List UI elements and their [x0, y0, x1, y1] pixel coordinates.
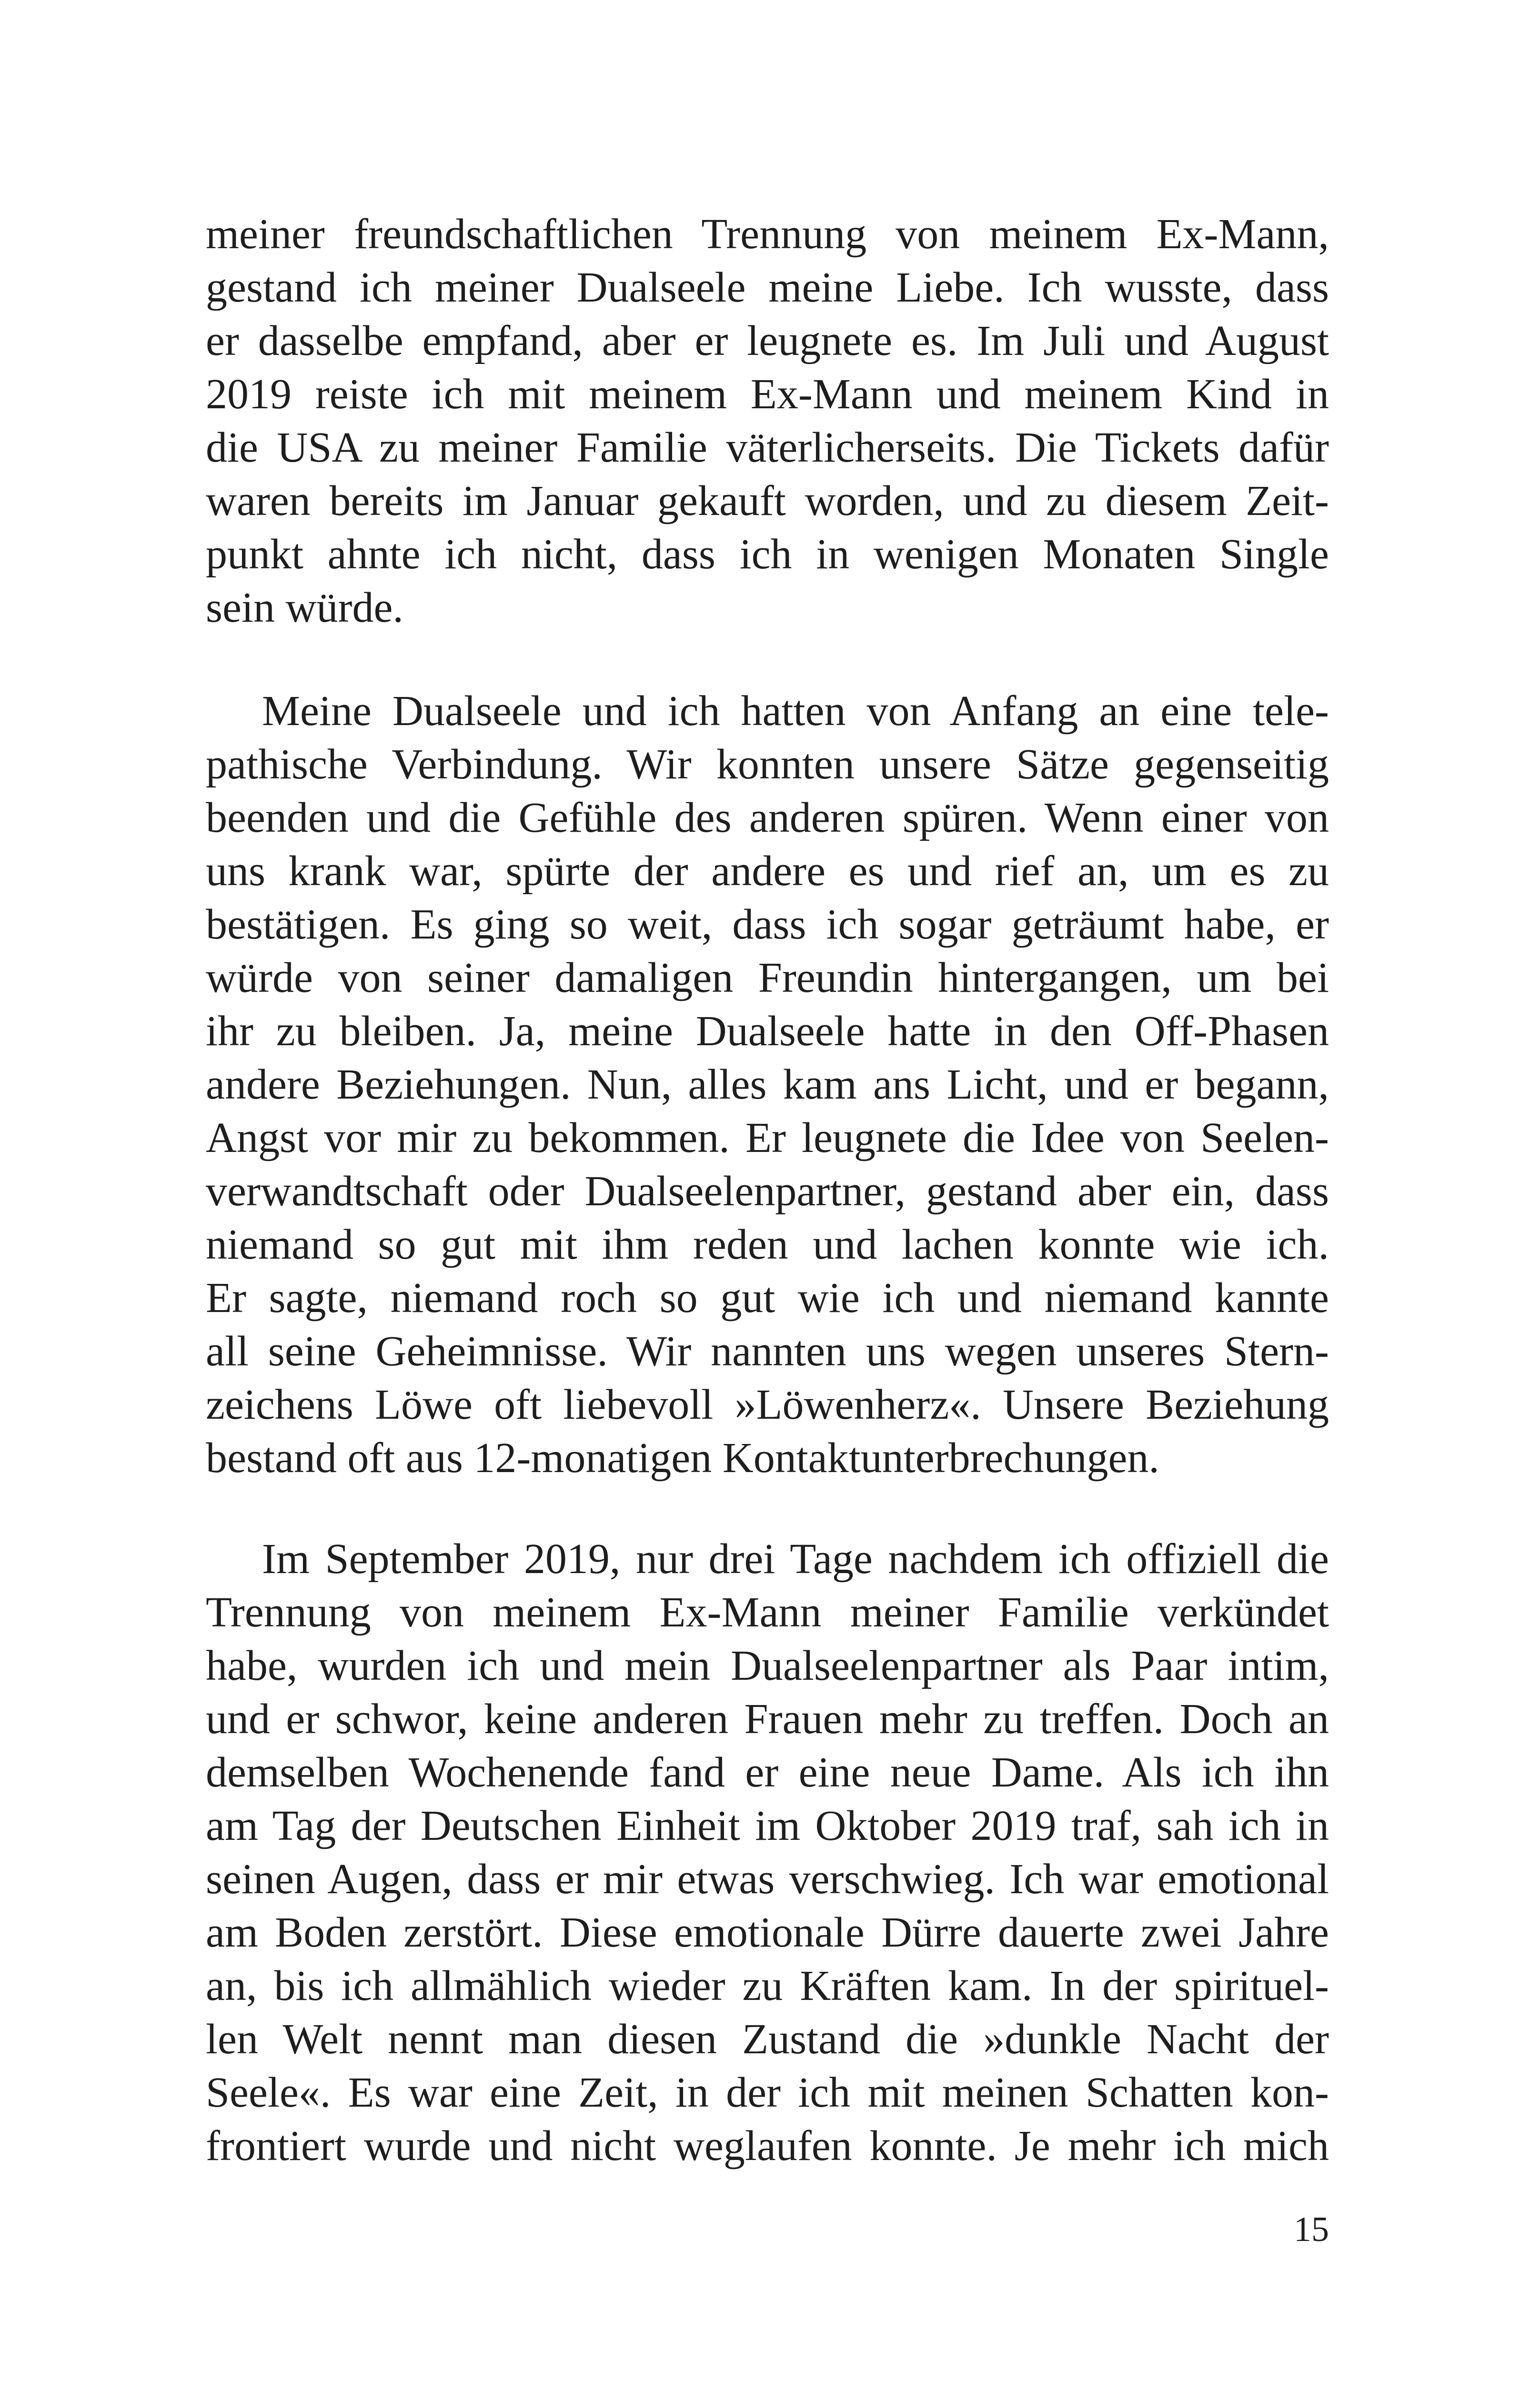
text-line: andere Beziehungen. Nun, alles kam ans Licht, und er begann, — [206, 1061, 1329, 1108]
text-line: demselben Wochenende fand er eine neue Dame. Als ich ihn — [206, 1749, 1329, 1796]
text-line: verwandtschaft oder Dualseelenpartner, gestand aber ein, dass — [206, 1168, 1329, 1215]
text-line: und er schwor, keine anderen Frauen mehr zu treffen. Doch an — [206, 1696, 1329, 1743]
text-line: habe, wurden ich und mein Dualseelenpartner als Paar intim, — [206, 1642, 1329, 1689]
text-line: gestand ich meiner Dualseele meine Liebe. Ich wusste, dass — [206, 264, 1329, 311]
text-line: Trennung von meinem Ex-Mann meiner Familie verkündet — [206, 1589, 1329, 1636]
paragraph-2 — [206, 685, 1329, 1485]
text-line: am Tag der Deutschen Einheit im Oktober 2019 traf, sah ich in — [206, 1802, 1329, 1849]
text-line: seinen Augen, dass er mir etwas verschwieg. Ich war emotional — [206, 1856, 1329, 1903]
text-line: beenden und die Gefühle des anderen spüren. Wenn einer von — [206, 794, 1329, 841]
text-line: 2019 reiste ich mit meinem Ex-Mann und meinem Kind in — [206, 371, 1329, 418]
text-line: würde von seiner damaligen Freundin hintergangen, um bei — [206, 954, 1329, 1001]
text-line: Seele«. Es war eine Zeit, in der ich mit meinen Schatten kon- — [206, 2069, 1329, 2116]
text-line: uns krank war, spürte der andere es und rief an, um es zu — [206, 848, 1329, 895]
text-line: Meine Dualseele und ich hatten von Anfang an eine tele- — [262, 687, 1329, 735]
text-line: Er sagte, niemand roch so gut wie ich und niemand kannte — [206, 1274, 1329, 1322]
text-line: er dasselbe empfand, aber er leugnete es. Im Juli und August — [206, 317, 1329, 364]
text-line: zeichens Löwe oft liebevoll »Löwenherz«. Unsere Beziehung — [206, 1381, 1329, 1428]
text-line: frontiert wurde und nicht weglaufen konnte. Je mehr ich mich — [206, 2122, 1329, 2170]
text-line: pathische Verbindung. Wir konnten unsere Sätze gegenseitig — [206, 741, 1329, 788]
paragraph-3 — [206, 1533, 1329, 2173]
text-line: die USA zu meiner Familie väterlicherseits. Die Tickets dafür — [206, 424, 1329, 471]
text-line: an, bis ich allmählich wieder zu Kräften kam. In der spirituel- — [206, 1962, 1329, 2009]
paragraph-1 — [206, 208, 1329, 635]
text-line: ihr zu bleiben. Ja, meine Dualseele hatte in den Off-Phasen — [206, 1008, 1329, 1055]
text-line: am Boden zerstört. Diese emotionale Dürre dauerte zwei Jahre — [206, 1909, 1329, 1956]
text-line: meiner freundschaftlichen Trennung von meinem Ex-Mann, — [206, 211, 1329, 258]
text-line: bestand oft aus 12-monatigen Kontaktunterbrechungen. — [206, 1434, 1159, 1482]
text-line: sein würde. — [206, 584, 403, 631]
text-line: bestätigen. Es ging so weit, dass ich sogar geträumt habe, er — [206, 901, 1329, 948]
text-line: all seine Geheimnisse. Wir nannten uns wegen unseres Stern- — [206, 1328, 1329, 1375]
text-line: punkt ahnte ich nicht, dass ich in wenigen Monaten Single — [206, 531, 1329, 578]
page-number: 15 — [1294, 2210, 1329, 2249]
text-line: len Welt nennt man diesen Zustand die »dunkle Nacht der — [206, 2016, 1329, 2063]
text-line: waren bereits im Januar gekauft worden, und zu diesem Zeit- — [206, 477, 1329, 525]
text-line: Angst vor mir zu bekommen. Er leugnete die Idee von Seelen- — [206, 1114, 1329, 1161]
text-line: Im September 2019, nur drei Tage nachdem ich offiziell die — [262, 1535, 1329, 1583]
text-line: niemand so gut mit ihm reden und lachen konnte wie ich. — [206, 1221, 1329, 1268]
